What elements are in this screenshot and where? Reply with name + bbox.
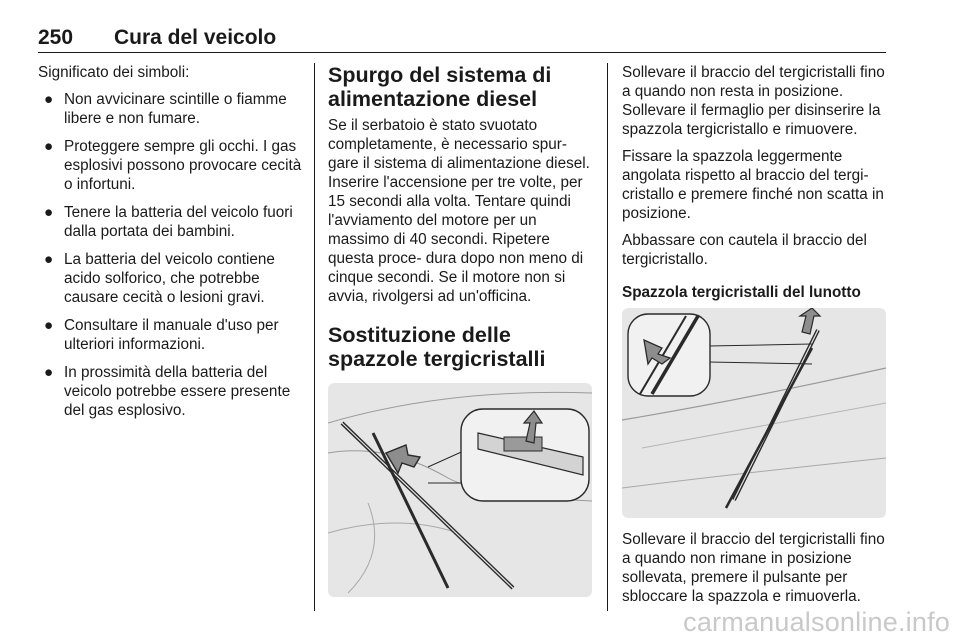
chapter-title: Cura del veicolo <box>114 26 277 49</box>
column-divider <box>314 63 315 611</box>
list-item <box>38 363 304 420</box>
list-item <box>38 250 304 307</box>
symbols-list <box>38 90 304 420</box>
bullet-icon: ● <box>44 317 54 334</box>
column-left <box>38 63 304 429</box>
bullet-icon: ● <box>44 364 54 381</box>
bullet-icon: ● <box>44 204 54 221</box>
list-item-text: Tenere la batteria del veicolo fuori dalla portata dei bambini. <box>64 204 293 240</box>
bullet-icon: ● <box>44 138 54 155</box>
instruction-paragraph: Abbassare con cautela il braccio del tergicristallo. <box>622 232 867 268</box>
list-item <box>38 316 304 354</box>
instruction-paragraph: Sollevare il braccio del tergicristalli fino a quando non resta in posizione. Sollevare il fermaglio per disinserire la spazzola tergicristallo e rimuovere. <box>622 64 885 138</box>
column-right <box>622 63 888 614</box>
list-item-text: Consultare il manuale d'uso per ulteriori informazioni. <box>64 317 279 353</box>
watermark: carmanualsonline.info <box>683 607 950 637</box>
list-item-text: In prossimità della batteria del veicolo potrebbe essere presente del gas esplosivo. <box>64 364 291 419</box>
list-item-text: La batteria del veicolo contiene acido solforico, che potrebbe causare cecità o lesioni gravi. <box>64 251 275 306</box>
instruction-paragraph: Fissare la spazzola leggermente angolata rispetto al braccio del tergi- cristallo e premere finché non scatta in posizione. <box>622 148 884 222</box>
diesel-paragraph: Se il serbatoio è stato svuotato completamente, è necessario spur- gare il sistema di alimentazione diesel. Inserire l'accensione per tre volte, per 15 secondi alla volta. Tentare quindi l'avviamento del motore per un massimo di 40 secondi. Ripetere questa proce- dura dopo non meno di cinque secondi. Se il motore non si avvia, rivolgersi ad un'officina. <box>328 117 590 305</box>
rear-wiper-illustration <box>622 308 886 518</box>
bullet-icon: ● <box>44 91 54 108</box>
list-item <box>38 90 304 128</box>
list-item <box>38 203 304 241</box>
instruction-paragraph: Sollevare il braccio del tergicristalli fino a quando non rimane in posizione sollevata, premere il pulsante per sbloccare la spazzola e rimuoverla. <box>622 531 885 605</box>
bullet-icon: ● <box>44 251 54 268</box>
list-item-text: Proteggere sempre gli occhi. I gas esplosivi possono provocare cecità o infortuni. <box>64 138 302 193</box>
list-item-text: Non avvicinare scintille o fiamme libere e non fumare. <box>64 91 287 127</box>
list-item <box>38 137 304 194</box>
page-header <box>38 26 886 53</box>
subheading-rear-wiper: Spazzola tergicristalli del lunotto <box>622 284 861 301</box>
column-divider <box>607 63 608 611</box>
page-number: 250 <box>38 26 74 49</box>
section-heading-diesel: Spurgo del sistema di alimentazione diesel <box>328 63 552 111</box>
symbols-intro: Significato dei simboli: <box>38 64 190 81</box>
section-heading-wipers: Sostituzione delle spazzole tergicristalli <box>328 323 546 371</box>
windshield-wiper-illustration <box>328 383 592 597</box>
column-middle <box>328 63 594 597</box>
